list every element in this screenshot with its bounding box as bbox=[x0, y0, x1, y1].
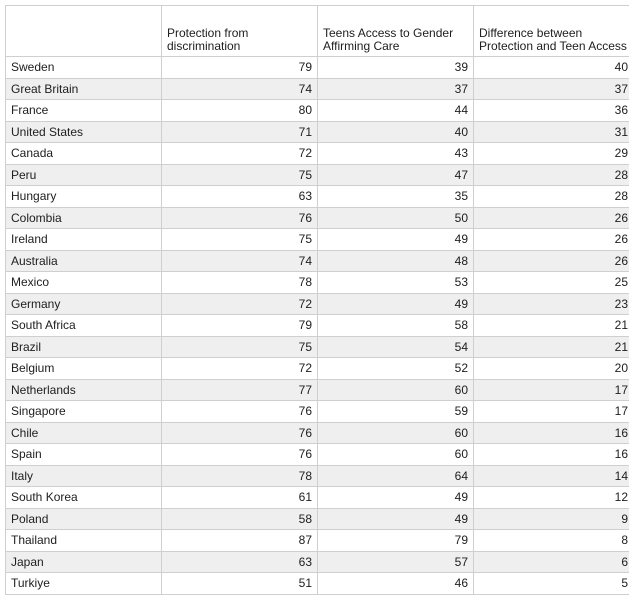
country-cell[interactable]: Poland bbox=[6, 508, 162, 530]
difference-cell[interactable]: 40 bbox=[474, 57, 633, 79]
difference-cell[interactable]: 5 bbox=[474, 573, 633, 595]
teen-access-cell[interactable]: 37 bbox=[318, 78, 474, 100]
country-cell[interactable]: France bbox=[6, 100, 162, 122]
protection-cell[interactable]: 58 bbox=[162, 508, 318, 530]
header-protection[interactable]: Protection from discrimination bbox=[162, 6, 318, 57]
country-cell[interactable]: Chile bbox=[6, 422, 162, 444]
teen-access-cell[interactable]: 53 bbox=[318, 272, 474, 294]
data-table bbox=[5, 5, 633, 595]
difference-cell[interactable]: 26 bbox=[474, 207, 633, 229]
teen-access-cell[interactable]: 50 bbox=[318, 207, 474, 229]
teen-access-cell[interactable]: 60 bbox=[318, 444, 474, 466]
difference-cell[interactable]: 16 bbox=[474, 444, 633, 466]
difference-cell[interactable]: 36 bbox=[474, 100, 633, 122]
table-row bbox=[6, 444, 633, 466]
country-cell[interactable]: Italy bbox=[6, 465, 162, 487]
header-row bbox=[6, 6, 633, 57]
table-row bbox=[6, 186, 633, 208]
table-row bbox=[6, 164, 633, 186]
protection-cell[interactable]: 75 bbox=[162, 229, 318, 251]
table-row bbox=[6, 508, 633, 530]
teen-access-cell[interactable]: 59 bbox=[318, 401, 474, 423]
table-row bbox=[6, 229, 633, 251]
difference-cell[interactable]: 21 bbox=[474, 315, 633, 337]
table-row bbox=[6, 401, 633, 423]
protection-cell[interactable]: 79 bbox=[162, 315, 318, 337]
country-cell[interactable]: Belgium bbox=[6, 358, 162, 380]
teen-access-cell[interactable]: 40 bbox=[318, 121, 474, 143]
table-row bbox=[6, 573, 633, 595]
table-body bbox=[6, 57, 633, 595]
protection-cell[interactable]: 76 bbox=[162, 207, 318, 229]
protection-cell[interactable]: 76 bbox=[162, 422, 318, 444]
teen-access-cell[interactable]: 49 bbox=[318, 293, 474, 315]
table-row bbox=[6, 422, 633, 444]
teen-access-cell[interactable]: 46 bbox=[318, 573, 474, 595]
difference-cell[interactable]: 6 bbox=[474, 551, 633, 573]
country-cell[interactable]: South Korea bbox=[6, 487, 162, 509]
protection-cell[interactable]: 79 bbox=[162, 57, 318, 79]
teen-access-cell[interactable]: 49 bbox=[318, 229, 474, 251]
table-row bbox=[6, 530, 633, 552]
difference-cell[interactable]: 8 bbox=[474, 530, 633, 552]
country-cell[interactable]: Hungary bbox=[6, 186, 162, 208]
country-cell[interactable]: Thailand bbox=[6, 530, 162, 552]
header-country[interactable] bbox=[6, 6, 162, 57]
table-row bbox=[6, 272, 633, 294]
teen-access-cell[interactable]: 48 bbox=[318, 250, 474, 272]
difference-cell[interactable]: 26 bbox=[474, 229, 633, 251]
protection-cell[interactable]: 75 bbox=[162, 336, 318, 358]
country-cell[interactable]: Brazil bbox=[6, 336, 162, 358]
table-row bbox=[6, 315, 633, 337]
country-cell[interactable]: Ireland bbox=[6, 229, 162, 251]
country-cell[interactable]: Japan bbox=[6, 551, 162, 573]
protection-cell[interactable]: 74 bbox=[162, 78, 318, 100]
country-cell[interactable]: Singapore bbox=[6, 401, 162, 423]
teen-access-cell[interactable]: 47 bbox=[318, 164, 474, 186]
protection-cell[interactable]: 77 bbox=[162, 379, 318, 401]
table-row bbox=[6, 78, 633, 100]
country-cell[interactable]: Australia bbox=[6, 250, 162, 272]
protection-cell[interactable]: 72 bbox=[162, 358, 318, 380]
table-row bbox=[6, 143, 633, 165]
protection-cell[interactable]: 71 bbox=[162, 121, 318, 143]
difference-cell[interactable]: 12 bbox=[474, 487, 633, 509]
country-cell[interactable]: Colombia bbox=[6, 207, 162, 229]
table-row bbox=[6, 379, 633, 401]
table-row bbox=[6, 57, 633, 79]
protection-cell[interactable]: 87 bbox=[162, 530, 318, 552]
table-row bbox=[6, 465, 633, 487]
country-cell[interactable]: Spain bbox=[6, 444, 162, 466]
teen-access-cell[interactable]: 52 bbox=[318, 358, 474, 380]
country-cell[interactable]: Germany bbox=[6, 293, 162, 315]
teen-access-cell[interactable]: 49 bbox=[318, 487, 474, 509]
protection-cell[interactable]: 72 bbox=[162, 293, 318, 315]
teen-access-cell[interactable]: 43 bbox=[318, 143, 474, 165]
table-row bbox=[6, 121, 633, 143]
protection-cell[interactable]: 80 bbox=[162, 100, 318, 122]
header-difference[interactable]: Difference between Protection and Teen Access bbox=[474, 6, 633, 57]
country-cell[interactable]: South Africa bbox=[6, 315, 162, 337]
protection-cell[interactable]: 74 bbox=[162, 250, 318, 272]
country-cell[interactable]: Great Britain bbox=[6, 78, 162, 100]
table-row bbox=[6, 250, 633, 272]
difference-cell[interactable]: 23 bbox=[474, 293, 633, 315]
difference-cell[interactable]: 28 bbox=[474, 186, 633, 208]
sheet-right-edge bbox=[629, 5, 633, 595]
table-row bbox=[6, 100, 633, 122]
protection-cell[interactable]: 78 bbox=[162, 465, 318, 487]
teen-access-cell[interactable]: 64 bbox=[318, 465, 474, 487]
teen-access-cell[interactable]: 57 bbox=[318, 551, 474, 573]
teen-access-cell[interactable]: 60 bbox=[318, 379, 474, 401]
teen-access-cell[interactable]: 49 bbox=[318, 508, 474, 530]
country-cell[interactable]: Netherlands bbox=[6, 379, 162, 401]
table-row bbox=[6, 487, 633, 509]
table-row bbox=[6, 207, 633, 229]
difference-cell[interactable]: 26 bbox=[474, 250, 633, 272]
protection-cell[interactable]: 76 bbox=[162, 401, 318, 423]
table-row bbox=[6, 358, 633, 380]
difference-cell[interactable]: 31 bbox=[474, 121, 633, 143]
table-row bbox=[6, 293, 633, 315]
difference-cell[interactable]: 25 bbox=[474, 272, 633, 294]
difference-cell[interactable]: 28 bbox=[474, 164, 633, 186]
teen-access-cell[interactable]: 60 bbox=[318, 422, 474, 444]
protection-cell[interactable]: 51 bbox=[162, 573, 318, 595]
table-row bbox=[6, 551, 633, 573]
teen-access-cell[interactable]: 39 bbox=[318, 57, 474, 79]
difference-cell[interactable]: 17 bbox=[474, 401, 633, 423]
teen-access-cell[interactable]: 44 bbox=[318, 100, 474, 122]
table-row bbox=[6, 336, 633, 358]
difference-cell[interactable]: 29 bbox=[474, 143, 633, 165]
country-cell[interactable]: Mexico bbox=[6, 272, 162, 294]
difference-cell[interactable]: 14 bbox=[474, 465, 633, 487]
difference-cell[interactable]: 9 bbox=[474, 508, 633, 530]
teen-access-cell[interactable]: 79 bbox=[318, 530, 474, 552]
teen-access-cell[interactable]: 58 bbox=[318, 315, 474, 337]
data-table-container bbox=[5, 5, 633, 595]
country-cell[interactable]: Sweden bbox=[6, 57, 162, 79]
difference-cell[interactable]: 21 bbox=[474, 336, 633, 358]
protection-cell[interactable]: 61 bbox=[162, 487, 318, 509]
table-header bbox=[6, 6, 633, 57]
difference-cell[interactable]: 37 bbox=[474, 78, 633, 100]
teen-access-cell[interactable]: 54 bbox=[318, 336, 474, 358]
protection-cell[interactable]: 63 bbox=[162, 551, 318, 573]
difference-cell[interactable]: 16 bbox=[474, 422, 633, 444]
header-teen-access[interactable]: Teens Access to Gender Affirming Care bbox=[318, 6, 474, 57]
protection-cell[interactable]: 72 bbox=[162, 143, 318, 165]
protection-cell[interactable]: 63 bbox=[162, 186, 318, 208]
protection-cell[interactable]: 76 bbox=[162, 444, 318, 466]
country-cell[interactable]: Turkiye bbox=[6, 573, 162, 595]
difference-cell[interactable]: 17 bbox=[474, 379, 633, 401]
country-cell[interactable]: United States bbox=[6, 121, 162, 143]
protection-cell[interactable]: 78 bbox=[162, 272, 318, 294]
protection-cell[interactable]: 75 bbox=[162, 164, 318, 186]
difference-cell[interactable]: 20 bbox=[474, 358, 633, 380]
country-cell[interactable]: Canada bbox=[6, 143, 162, 165]
country-cell[interactable]: Peru bbox=[6, 164, 162, 186]
teen-access-cell[interactable]: 35 bbox=[318, 186, 474, 208]
